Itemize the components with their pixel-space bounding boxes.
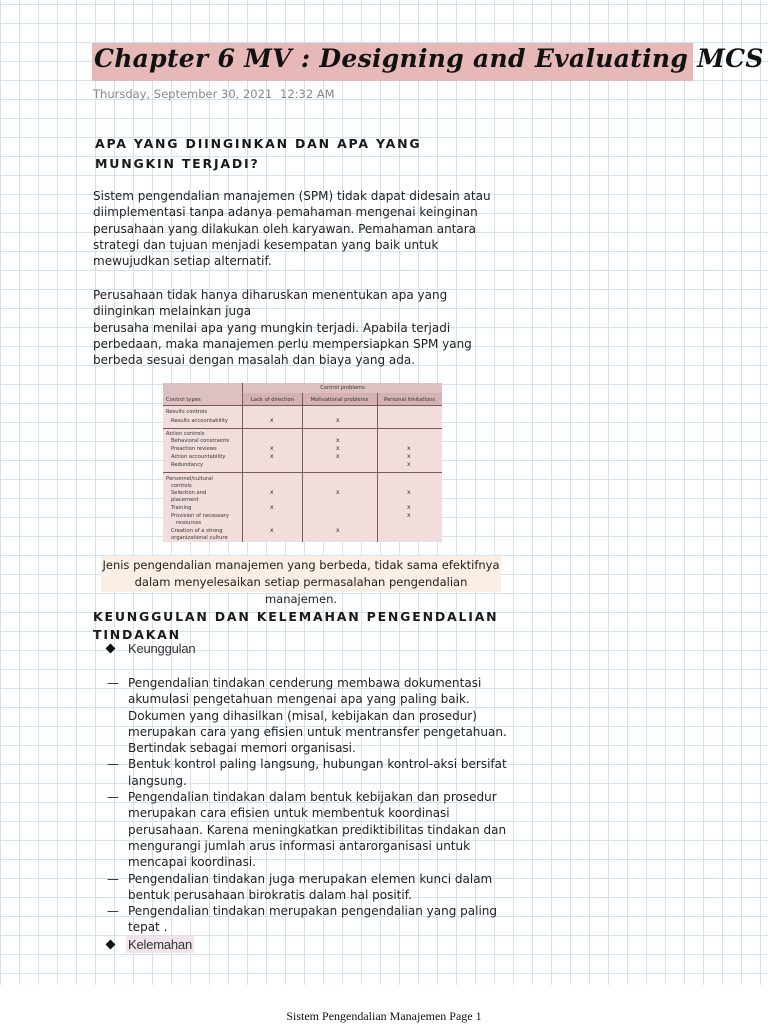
note-date: Thursday, September 30, 2021 xyxy=(93,87,273,101)
list-item-text: Pengendalian tindakan cenderung membawa dokumentasi akumulasi pengetahuan mengenai apa yang paling baik. Dokumen yang dihasilkan (misal, kebijakan dan prosedur) merupakan cara yang efisien untuk mentransfer pengetahuan. Bertindak sebagai memori organisasi. xyxy=(128,676,507,756)
table-group-header: Control problems xyxy=(320,385,365,391)
table-mark: x xyxy=(336,437,340,444)
table-mark: x xyxy=(407,504,411,511)
table-mark: x xyxy=(407,489,411,496)
table-divider xyxy=(163,472,442,473)
list-item xyxy=(107,756,507,789)
table-row-label: Action controls xyxy=(166,431,205,437)
section-heading-1: APA YANG DIINGINKAN DAN APA YANG MUNGKIN TERJADI? xyxy=(95,136,422,171)
table-row-label: Action accountability xyxy=(171,454,226,460)
diamond-bullet-icon xyxy=(106,644,116,654)
dash-bullet: — xyxy=(107,904,119,919)
table-mark: x xyxy=(270,527,274,534)
footer-text: Sistem Pengendalian Manajemen Page 1 xyxy=(286,1009,482,1023)
table-row-label: resources xyxy=(176,520,202,526)
list-item-text: Pengendalian tindakan dalam bentuk kebijakan dan prosedur merupakan cara efisien untuk membentuk koordinasi perusahaan. Karena meningkatkan prediktibilitas tindakan dan mengurangi jumlah arus informasi antarorganisasi untuk mencapai koordinasi. xyxy=(128,790,507,870)
table-row-label: Training xyxy=(171,505,192,511)
section-heading-2: KEUNGGULAN DAN KELEMAHAN PENGENDALIAN TINDAKAN xyxy=(93,609,499,642)
paragraph-2-line-2: berusaha menilai apa yang mungkin terjadi. Apabila terjadi perbedaan, maka manajemen perlu mempersiapkan SPM yang berbeda sesuai dengan masalah dan biaya yang ada. xyxy=(93,320,472,368)
dash-bullet: — xyxy=(107,790,119,805)
table-row-label: organizational culture xyxy=(171,535,228,541)
bullet-label: Keunggulan xyxy=(128,641,196,656)
note-time: 12:32 AM xyxy=(280,87,335,101)
list-item xyxy=(107,789,507,870)
table-divider xyxy=(163,405,442,406)
paragraph-1: Sistem pengendalian manajemen (SPM) tidak dapat didesain atau diimplementasi tanpa adanya pemahaman mengenai keinginan perusahaan yang dilakukan oleh karyawan. Pemahaman antara strategi dan tujuan menjadi kesempatan yang baik untuk mewujudkan setiap alternatif. xyxy=(93,189,491,269)
page-footer xyxy=(0,1009,768,1024)
table-mark: x xyxy=(407,512,411,519)
table-mark: x xyxy=(407,445,411,452)
table-row-label: Results controls xyxy=(166,409,208,415)
paragraph-2 xyxy=(93,287,513,368)
table-row-label: Personnel/cultural xyxy=(166,476,213,482)
table-row-label: Results accountability xyxy=(171,418,228,424)
dash-bullet: — xyxy=(107,676,119,690)
table-col-header: Personal limitations xyxy=(384,397,435,403)
table-mark: x xyxy=(270,489,274,496)
table-row-label: Behavioral constraints xyxy=(171,438,230,444)
table-caption: Jenis pengendalian manajemen yang berbeda, tidak sama efektifnya dalam menyelesaikan setiap permasalahan pengendalian manajemen. xyxy=(102,558,500,606)
table-col-header: Motivational problems xyxy=(310,397,369,403)
diamond-bullet-icon xyxy=(106,940,116,950)
table-row-label: Creation of a strong xyxy=(171,528,223,534)
paragraph-2-line-1: Perusahaan tidak hanya diharuskan menentukan apa yang diinginkan melainkan juga xyxy=(93,288,448,319)
table-mark: x xyxy=(270,417,274,424)
page-title: Chapter 6 MV : Designing and Evaluating MCS xyxy=(94,44,764,73)
dash-bullet: — xyxy=(107,757,119,772)
table-mark: x xyxy=(336,453,340,460)
table-row-label: Redundancy xyxy=(171,462,204,468)
table-row-label: controls xyxy=(171,483,192,489)
keunggulan-list xyxy=(107,675,507,936)
table-mark: x xyxy=(270,453,274,460)
table-divider xyxy=(242,383,243,542)
bullet-keunggulan xyxy=(107,640,197,657)
table-mark: x xyxy=(336,527,340,534)
table-mark: x xyxy=(407,453,411,460)
table-mark: x xyxy=(336,445,340,452)
table-divider xyxy=(163,428,442,429)
list-item-text: Pengendalian tindakan merupakan pengendalian yang paling tepat . xyxy=(128,904,498,935)
table-row-label: Preaction reviews xyxy=(171,446,217,452)
table-mark: x xyxy=(336,489,340,496)
table-col-header: Lack of direction xyxy=(251,397,294,403)
table-col-header: Control types xyxy=(166,397,201,403)
list-item-text: Pengendalian tindakan juga merupakan elemen kunci dalam bentuk perusahaan birokratis dalam hal positif. xyxy=(128,871,493,902)
table-mark: x xyxy=(270,445,274,452)
table-mark: x xyxy=(407,461,411,468)
table-mark: x xyxy=(270,504,274,511)
table-divider xyxy=(302,393,303,542)
list-item xyxy=(107,903,507,936)
table-mark: x xyxy=(336,417,340,424)
bullet-label: Kelemahan xyxy=(128,937,192,952)
dash-bullet: — xyxy=(107,871,119,886)
list-item-text: Bentuk kontrol paling langsung, hubungan kontrol-aksi bersifat langsung. xyxy=(128,757,507,788)
table-divider xyxy=(377,393,378,542)
list-item xyxy=(107,871,507,904)
table-row-label: Selection and xyxy=(171,490,207,496)
table-row-label: Provision of necessary xyxy=(171,513,229,519)
control-problems-table xyxy=(163,383,442,542)
table-row-label: placement xyxy=(171,497,199,503)
bullet-kelemahan xyxy=(107,936,194,953)
list-item xyxy=(107,675,507,756)
